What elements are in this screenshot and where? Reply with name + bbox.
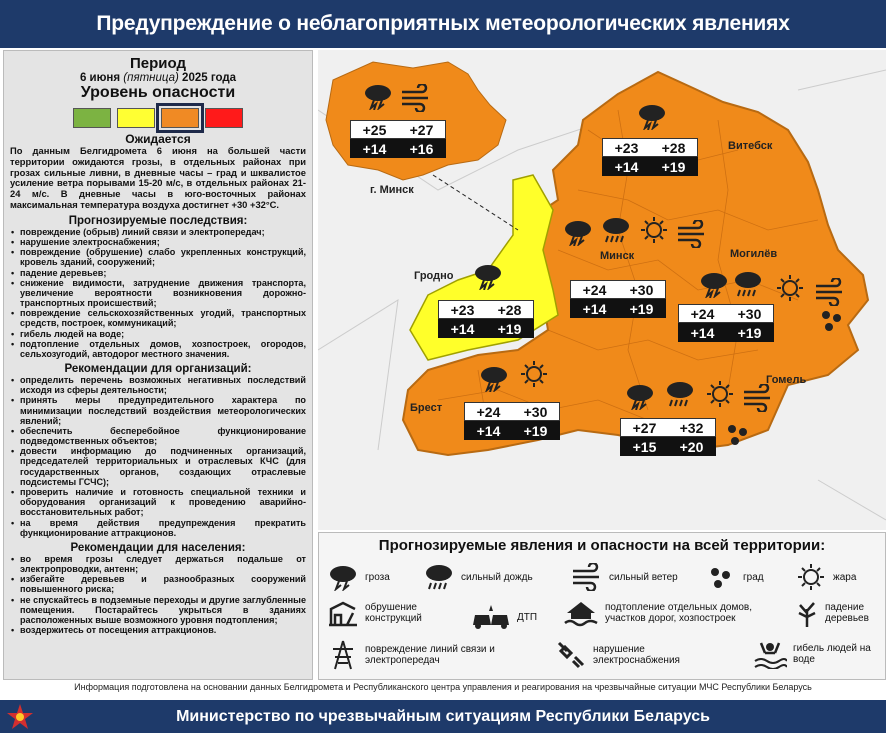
legend-item-heavy-rain: сильный дождь [423, 563, 533, 591]
danger-level-swatch [205, 108, 243, 128]
temp-box-grodno: +23 +28 +14 +19 [438, 300, 534, 338]
thunder-icon [472, 262, 504, 290]
danger-level-swatch [73, 108, 111, 128]
wind-icon [742, 384, 774, 412]
footer-ministry: Министерство по чрезвычайным ситуациям Республики Беларусь [0, 700, 886, 733]
power-line-icon [327, 639, 359, 671]
pop-rec-item: • избегайте деревьев и разнообразных сооружений повышенного риска; [10, 574, 306, 594]
hail-icon [816, 306, 848, 334]
heavy-rain-icon [664, 380, 696, 408]
pop-rec-item: • во время грозы следует держаться подальше от электропроводки, антенн; [10, 554, 306, 574]
legend-item-lines: повреждение линий связи и электропередач [327, 639, 517, 671]
collapse-icon [327, 599, 359, 627]
flood-icon [563, 599, 599, 627]
heat-icon [795, 563, 827, 591]
pop-recs-title: Рекомендации для населения: [70, 541, 246, 554]
period-title: Период [130, 55, 186, 72]
hail-icon [705, 563, 737, 591]
danger-level-swatch [161, 108, 199, 128]
pop-recs-list [10, 554, 306, 635]
pop-rec-item: • не спускайтесь в подземные переходы и другие заглубленные помещения. Постарайтесь укрыться в зданиях расположенных выше возможного уровня подтопления; [10, 595, 306, 626]
wind-icon [676, 220, 708, 248]
thunder-icon [327, 563, 359, 591]
org-recs-title: Рекомендации для организаций: [64, 363, 252, 376]
expected-text: По данным Белгидромета 6 июня на большей части территории ожидаются грозы, в отдельных районах при грозах сильные ливни, в дневные часы – град и шквалистое усиление ветра порывами 15-20 м/с, в отдельных районах 21-24 м/с. В дневные часы в юго-восточных районах максимальная температура воздуха достигнет +30 +32°С. [10, 145, 306, 211]
thunder-icon [636, 102, 668, 130]
consequence-item: • повреждение (обрыв) линий связи и электропередач; [10, 227, 306, 237]
wind-icon [814, 278, 846, 306]
legend-item-drowning: гибель людей на воде [753, 639, 883, 669]
danger-level-swatch [117, 108, 155, 128]
legend-panel [318, 532, 886, 680]
temp-box-minsk-city: +25 +27 +14 +16 [350, 120, 446, 158]
legend-item-trees: падение деревьев [795, 599, 881, 627]
legend-item-collapse: обрушение конструкций [327, 599, 457, 627]
legend-item-wind: сильный ветер [571, 563, 678, 591]
temp-box-brest: +24 +30 +14 +19 [464, 402, 560, 440]
mchs-emblem-icon [6, 703, 34, 731]
pop-rec-item: • воздержитесь от посещения аттракционов. [10, 625, 306, 635]
consequence-item: • падение деревьев; [10, 268, 306, 278]
thunder-icon [698, 270, 730, 298]
consequence-item: • гибель людей на воде; [10, 329, 306, 339]
expected-title: Ожидается [125, 132, 191, 146]
consequence-item: • повреждение сельскохозяйственных угодий, транспортных средств, построек, коммуникаций; [10, 308, 306, 328]
legend-item-power: нарушение электроснабжения [555, 639, 715, 671]
consequence-item: • снижение видимости, затруднение движения транспорта, увеличение вероятности возникновения дорожно-транспортных происшествий; [10, 278, 306, 309]
temp-box-vitebsk: +23 +28 +14 +19 [602, 138, 698, 176]
heavy-rain-icon [423, 563, 455, 591]
heat-icon [704, 380, 736, 408]
danger-scale [10, 108, 306, 128]
heavy-rain-icon [600, 216, 632, 244]
hail-icon [722, 420, 754, 448]
org-recs-list [10, 375, 306, 538]
drowning-icon [753, 639, 787, 669]
consequences-title: Прогнозируемые последствия: [68, 214, 248, 227]
danger-level-title: Уровень опасности [80, 84, 236, 101]
city-minsk-city: г. Минск [370, 184, 414, 196]
wind-icon [400, 84, 432, 112]
legend-item-heat: жара [795, 563, 856, 591]
legend-item-flooding: подтопление отдельных домов, участков дорог, хозпостроек [563, 599, 793, 627]
period-date: 6 июня (пятница) 2025 года [79, 72, 237, 84]
heavy-rain-icon [732, 270, 764, 298]
left-panel [3, 50, 313, 680]
city-gomel: Гомель [766, 374, 807, 386]
org-rec-item: • определить перечень возможных негативных последствий исходя из сферы деятельности; [10, 375, 306, 395]
consequence-item: • повреждение (обрушение) слабо укрепленных конструкций, кровель зданий, сооружений; [10, 247, 306, 267]
city-minsk: Минск [600, 250, 635, 262]
legend-item-hail: град [705, 563, 764, 591]
consequence-item: • нарушение электроснабжения; [10, 237, 306, 247]
org-rec-item: • проверить наличие и готовность специальной техники и оборудования организаций к проведению аварийно-восстановительных работ; [10, 487, 306, 518]
thunder-icon [362, 82, 394, 110]
consequences-list [10, 227, 306, 359]
consequence-item: • подтопление отдельных домов, хозпостроек, огородов, сельхозугодий, автодорог местного значения. [10, 339, 306, 359]
car-crash-icon [471, 603, 511, 631]
thunder-icon [624, 382, 656, 410]
heat-icon [638, 216, 670, 244]
city-mogilev: Могилёв [730, 248, 778, 260]
info-note: Информация подготовлена на основании данных Белгидромета и Республиканского центра управления и реагирования на чрезвычайные ситуации МЧС Республики Беларусь [74, 682, 812, 692]
page-title: Предупреждение о неблагоприятных метеорологических явлениях [0, 0, 886, 48]
temp-box-mogilev: +24 +30 +14 +19 [678, 304, 774, 342]
city-vitebsk: Витебск [728, 140, 773, 152]
city-grodno: Гродно [414, 270, 454, 282]
org-rec-item: • на время действия предупреждения прекратить функционирование аттракционов. [10, 518, 306, 538]
legend-title: Прогнозируемые явления и опасности на всей территории: [378, 537, 826, 554]
wind-icon [571, 563, 603, 591]
temp-box-gomel: +27 +32 +15 +20 [620, 418, 716, 456]
heat-icon [518, 360, 550, 388]
temp-box-minsk: +24 +30 +14 +19 [570, 280, 666, 318]
fallen-tree-icon [795, 599, 819, 627]
thunder-icon [562, 218, 594, 246]
city-brest: Брест [410, 402, 443, 414]
weather-map [318, 50, 886, 530]
heat-icon [774, 274, 806, 302]
thunder-icon [478, 364, 510, 392]
org-rec-item: • принять меры предупредительного характера по минимизации последствий воздействия метеорологических явлений; [10, 395, 306, 426]
org-rec-item: • обеспечить бесперебойное функционирование подведомственных объектов; [10, 426, 306, 446]
legend-item-thunder: гроза [327, 563, 390, 591]
unplugged-icon [555, 639, 587, 671]
org-rec-item: • довести информацию до подчиненных организаций, председателей территориальных и отраслевых КЧС (для государственных органов, создающих отраслевые подсистемы ГСЧС); [10, 446, 306, 487]
legend-item-accident: ДТП [471, 603, 537, 631]
